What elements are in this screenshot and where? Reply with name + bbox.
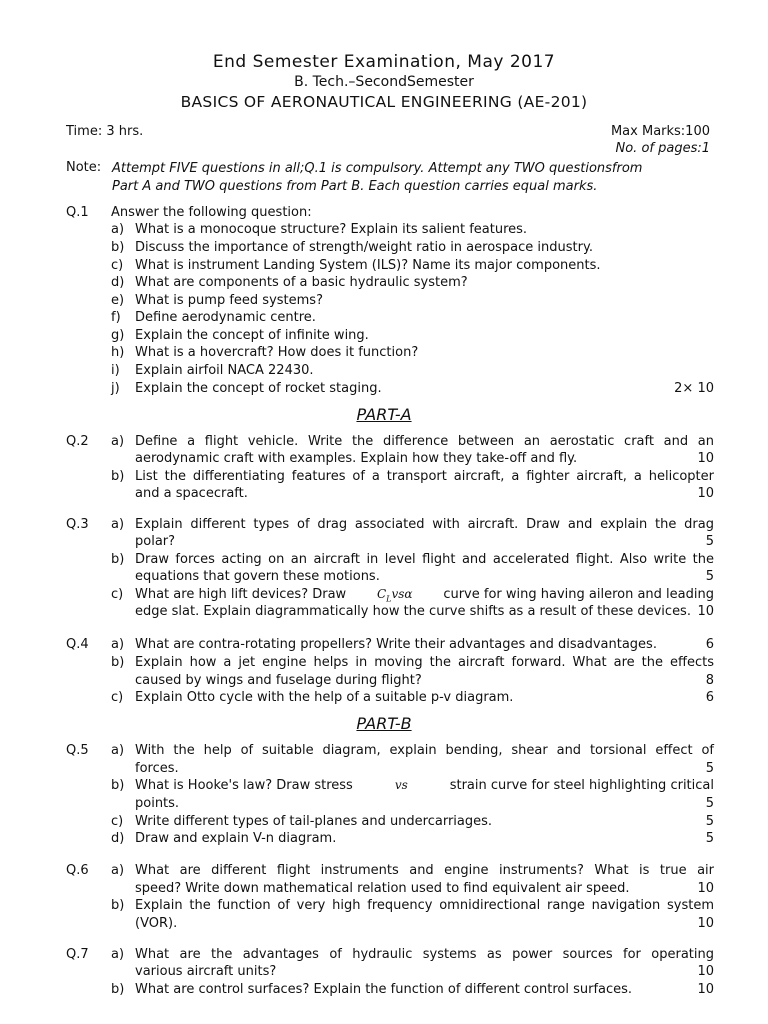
marks: 6 [705,637,714,652]
marks: 10 [697,916,714,931]
item-label: c) [111,690,124,705]
item-label: b) [111,982,125,997]
max-marks: Max Marks:100 [610,124,710,139]
question-number: Q.5 [66,743,89,758]
marks: 10 [697,964,714,979]
question-line: Define a flight vehicle. Write the difference between an aerostatic craft and an [135,434,714,449]
q1-item: Explain the concept of infinite wing. [135,328,369,343]
question-line: speed? Write down mathematical relation used to find equivalent air speed. [135,881,630,896]
item-label: b) [111,240,125,255]
item-label: h) [111,345,125,360]
q1-item: What is pump feed systems? [135,293,323,308]
part-heading-text: PART-B [356,714,412,733]
q1-item: What is a hovercraft? How does it function? [135,345,419,360]
marks: 5 [705,814,714,829]
question-line: and a spacecraft. [135,486,248,501]
marks: 10 [697,604,714,619]
part-a-heading [0,405,768,424]
symbol-c: C [376,587,387,601]
program-line: B. Tech.–SecondSemester [294,74,474,90]
time-allowed: Time: 3 hrs. [66,124,144,139]
item-label: i) [111,363,120,378]
text-segment: curve for wing having aileron and leading [443,587,714,602]
question-line: What are the advantages of hydraulic systems as power sources for operating [135,947,714,962]
question-line: equations that govern these motions. [135,569,380,584]
text-segment: strain curve for steel highlighting critical [449,778,714,793]
text-segment: What are high lift devices? Draw [135,587,347,602]
course-title: BASICS OF AERONAUTICAL ENGINEERING (AE-201) [180,93,588,111]
question-line: What are control surfaces? Explain the function of different control surfaces. [135,982,633,997]
question-line: Draw and explain V-n diagram. [135,831,337,846]
question-line [135,777,714,794]
item-label: g) [111,328,125,343]
item-label: c) [111,587,124,602]
marks: 2× 10 [674,381,714,396]
q1-item: Explain airfoil NACA 22430. [135,363,314,378]
question-line: forces. [135,761,179,776]
marks: 5 [705,534,714,549]
question-line: Write different types of tail-planes and undercarriages. [135,814,493,829]
question-line [135,586,714,603]
item-label: d) [111,275,125,290]
item-label: b) [111,552,125,567]
exam-title: End Semester Examination, May 2017 [212,52,556,72]
marks: 5 [705,569,714,584]
marks: 5 [705,831,714,846]
note-label: Note: [66,160,102,175]
question-line: points. [135,796,180,811]
question-number: Q.4 [66,637,89,652]
question-number: Q.7 [66,947,89,962]
question-line: (VOR). [135,916,178,931]
question-line: List the differentiating features of a transport aircraft, a fighter aircraft, a helicopter [135,469,714,484]
symbol-alpha: α [404,587,413,601]
note-line: Attempt FIVE questions in all;Q.1 is compulsory. Attempt any TWO questionsfrom [112,161,643,176]
question-number: Q.3 [66,517,89,532]
part-b-heading [0,714,768,733]
question-line: Explain the function of very high frequency omnidirectional range navigation system [135,898,714,913]
marks: 10 [697,451,714,466]
q1-item: Define aerodynamic centre. [135,310,316,325]
note-line: Part A and TWO questions from Part B. Each question carries equal marks. [112,179,598,194]
item-label: c) [111,814,124,829]
question-line: Explain how a jet engine helps in moving the aircraft forward. What are the effects [135,655,714,670]
symbol-subscript: L [386,594,392,604]
question-line: aerodynamic craft with examples. Explain how they take-off and fly. [135,451,578,466]
question-line: caused by wings and fuselage during flight? [135,673,422,688]
q1-item: Discuss the importance of strength/weight ratio in aerospace industry. [135,240,593,255]
item-label: b) [111,898,125,913]
marks: 10 [697,881,714,896]
note-text [112,160,712,196]
q1-item: What is a monocoque structure? Explain its salient features. [135,222,528,237]
symbol-vs: vs [391,587,405,601]
marks: 5 [705,796,714,811]
item-label: a) [111,434,125,449]
question-line: various aircraft units? [135,964,277,979]
item-label: f) [111,310,121,325]
item-label: b) [111,655,125,670]
question-number: Q.2 [66,434,89,449]
marks: 5 [705,761,714,776]
question-line: polar? [135,534,176,549]
question-line: What are contra-rotating propellers? Write their advantages and disadvantages. [135,637,657,652]
q1-item: What are components of a basic hydraulic system? [135,275,468,290]
text-segment: What is Hooke's law? Draw stress [135,778,353,793]
item-label: a) [111,637,125,652]
q1-intro: Answer the following question: [111,205,312,220]
question-line: Draw forces acting on an aircraft in level flight and accelerated flight. Also write the [135,552,714,567]
item-label: a) [111,947,125,962]
item-label: a) [111,222,125,237]
item-label: c) [111,258,124,273]
question-line: With the help of suitable diagram, explain bending, shear and torsional effect of [135,743,714,758]
marks: 6 [705,690,714,705]
vs-symbol: vs [394,778,408,792]
question-line: Explain Otto cycle with the help of a suitable p-v diagram. [135,690,514,705]
marks: 10 [697,486,714,501]
item-label: a) [111,517,125,532]
q1-item: Explain the concept of rocket staging. [135,381,382,396]
cl-vs-alpha-symbol [377,586,413,603]
marks: 8 [705,673,714,688]
question-number: Q.1 [66,205,89,220]
item-label: d) [111,831,125,846]
q1-item: What is instrument Landing System (ILS)? Name its major components. [135,258,601,273]
marks: 10 [697,982,714,997]
question-line: edge slat. Explain diagrammatically how the curve shifts as a result of these devices. [135,604,691,619]
part-heading-text: PART-A [356,405,412,424]
item-label: a) [111,743,125,758]
question-number: Q.6 [66,863,89,878]
item-label: b) [111,778,125,793]
question-line: Explain different types of drag associated with aircraft. Draw and explain the drag [135,517,714,532]
item-label: e) [111,293,125,308]
item-label: j) [111,381,120,396]
page-count: No. of pages:1 [615,141,710,156]
question-line: What are different flight instruments and engine instruments? What is true air [135,863,714,878]
item-label: b) [111,469,125,484]
item-label: a) [111,863,125,878]
